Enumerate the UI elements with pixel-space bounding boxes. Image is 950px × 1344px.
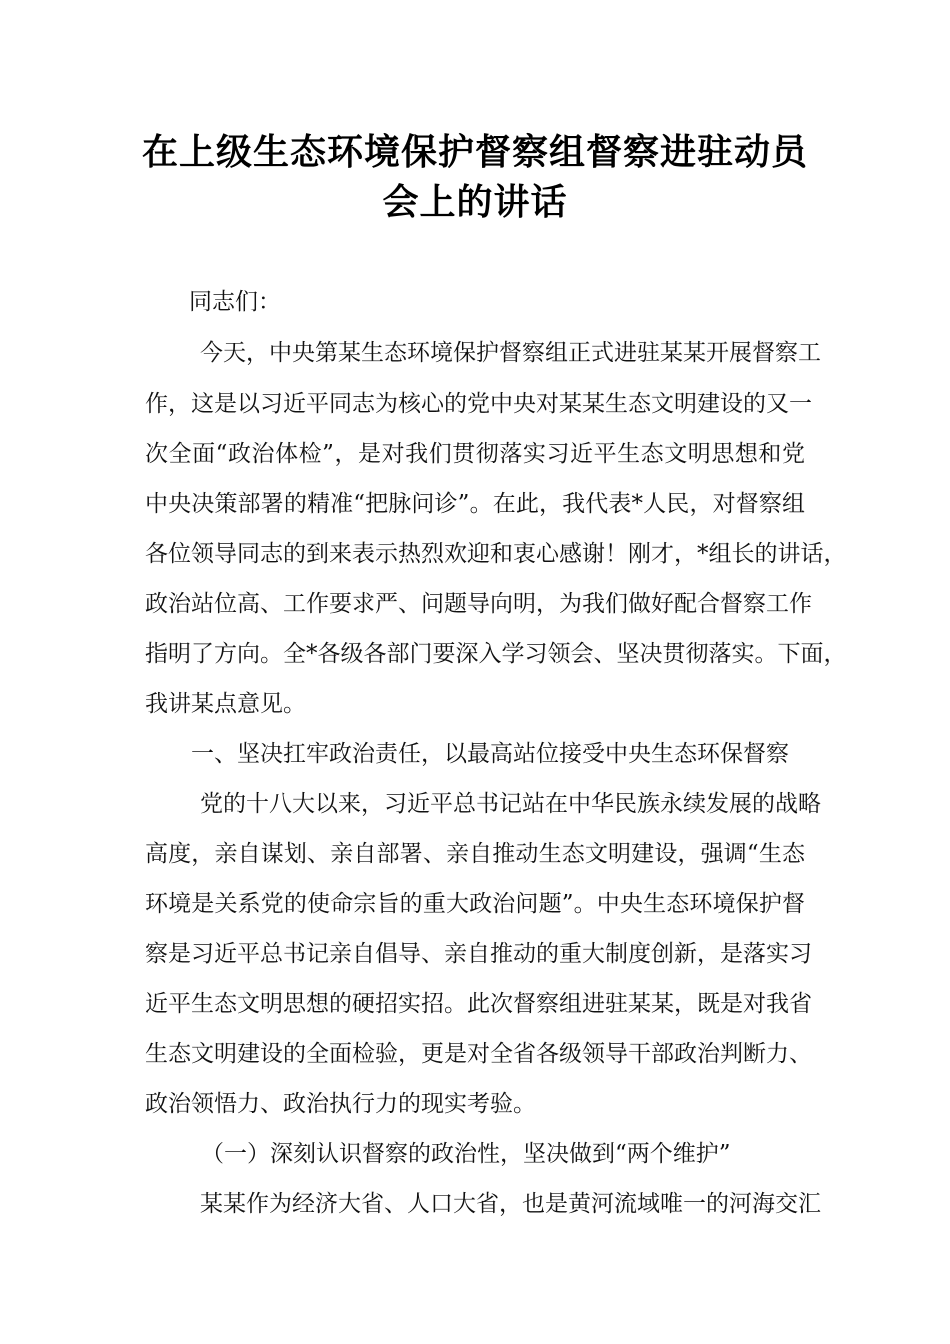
paragraph-1-line: 次全面“政治体检”，是对我们贯彻落实习近平生态文明思想和党: [145, 441, 805, 467]
document-title-line-2: 会上的讲话: [382, 182, 568, 223]
paragraph-2-line: 察是习近平总书记亲自倡导、亲自推动的重大制度创新，是落实习: [145, 941, 812, 967]
paragraph-2-line: 政治领悟力、政治执行力的现实考验。: [145, 1091, 536, 1117]
paragraph-1-line: 各位领导同志的到来表示热烈欢迎和衷心感谢！刚才，*组长的讲话，: [145, 541, 847, 567]
paragraph-1-line: 政治站位高、工作要求严、问题导向明，为我们做好配合督察工作: [145, 591, 812, 617]
paragraph-1-line: 作，这是以习近平同志为核心的党中央对某某生态文明建设的又一: [145, 391, 812, 417]
section-heading-1: 一、坚决扛牢政治责任，以最高站位接受中央生态环保督察: [191, 741, 789, 767]
paragraph-1-line: 指明了方向。全*各级各部门要深入学习领会、坚决贯彻落实。下面，: [145, 641, 847, 667]
paragraph-1-line: 我讲某点意见。: [145, 691, 306, 717]
paragraph-2-line: 近平生态文明思想的硬招实招。此次督察组进驻某某，既是对我省: [145, 991, 812, 1017]
salutation: 同志们：: [189, 289, 281, 315]
paragraph-2-line: 环境是关系党的使命宗旨的重大政治问题”。中央生态环境保护督: [145, 891, 805, 917]
section-heading-2: （一）深刻认识督察的政治性，坚决做到“两个维护”: [201, 1141, 731, 1167]
paragraph-1-line: 中央决策部署的精准“把脉问诊”。在此，我代表*人民，对督察组: [145, 491, 805, 517]
paragraph-2-line: 高度，亲自谋划、亲自部署、亲自推动生态文明建设，强调“生态: [145, 841, 805, 867]
paragraph-2-line: 党的十八大以来，习近平总书记站在中华民族永续发展的战略: [200, 791, 821, 817]
paragraph-3-line: 某某作为经济大省、人口大省，也是黄河流域唯一的河海交汇: [200, 1191, 821, 1217]
paragraph-2-line: 生态文明建设的全面检验，更是对全省各级领导干部政治判断力、: [145, 1041, 812, 1067]
paragraph-1-line: 今天，中央第某生态环境保护督察组正式进驻某某开展督察工: [200, 340, 821, 366]
document-title-line-1: 在上级生态环境保护督察组督察进驻动员: [141, 132, 808, 173]
